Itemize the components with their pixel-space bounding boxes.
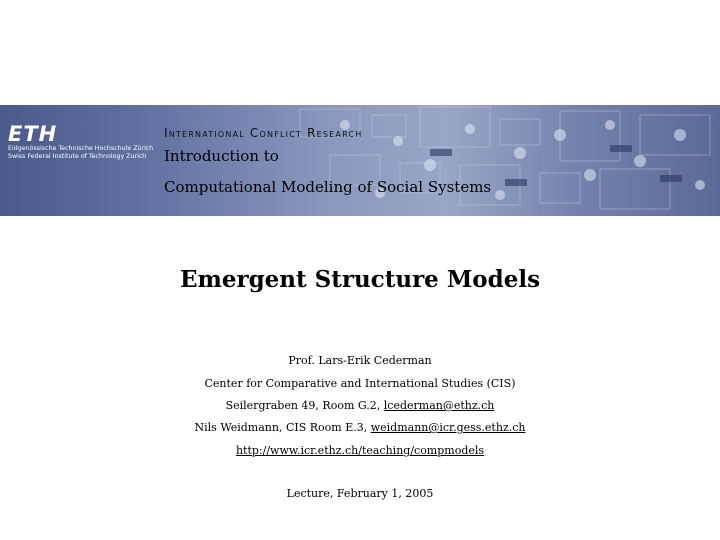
header-banner bbox=[0, 105, 720, 216]
lecture-date: Lecture, February 1, 2005 bbox=[286, 487, 434, 500]
presenter-line: Prof. Lars-Erik Cederman bbox=[288, 354, 432, 367]
program-title: International Conflict Research bbox=[164, 126, 363, 140]
eth-logo: ETH bbox=[8, 122, 58, 146]
course-title-line2: Computational Modeling of Social Systems bbox=[164, 178, 492, 196]
eth-name-english: Swiss Federal Institute of Technology Zurich bbox=[8, 153, 147, 160]
url-line bbox=[0, 444, 720, 457]
course-website-link[interactable]: http://www.icr.ethz.ch/teaching/compmodels bbox=[235, 444, 485, 457]
slide-title: Emergent Structure Models bbox=[179, 266, 541, 293]
assistant-text: Nils Weidmann, CIS Room E.3, bbox=[194, 421, 371, 434]
address-line bbox=[0, 399, 720, 412]
eth-logo-block bbox=[8, 123, 153, 161]
assistant-line bbox=[0, 421, 720, 434]
email-link-cederman[interactable]: lcederman@ethz.ch bbox=[383, 399, 495, 412]
email-link-weidmann[interactable]: weidmann@icr.gess.ethz.ch bbox=[370, 421, 526, 434]
eth-name-german: Eidgenössische Technische Hochschule Zürich bbox=[8, 145, 154, 152]
center-line: Center for Comparative and International Studies (CIS) bbox=[204, 377, 516, 390]
address-text: Seilergraben 49, Room G.2, bbox=[225, 399, 384, 412]
course-title-line1: Introduction to bbox=[164, 147, 279, 165]
